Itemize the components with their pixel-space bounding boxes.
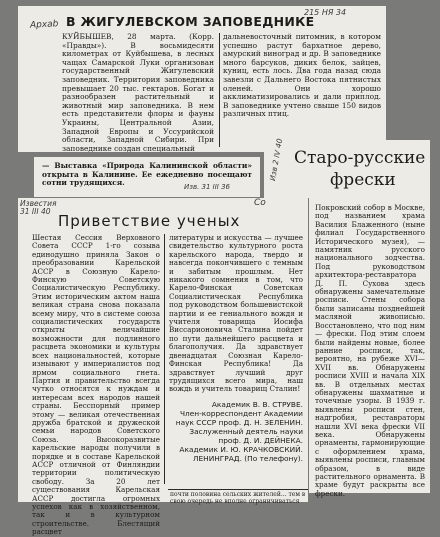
article-column-1: КУЙБЫШЕВ, 28 марта. (Корр. «Правды»). В восьмидесяти километрах от Куйбышева, в лесных чащах Самарской Луки организован государственный Жигулевский заповедник. Территория заповедника превышает 20 тыс. гектаров. Богат и разнообразен растительный и животный мир заповедника. В нем есть представители флоры и фауны Украины, Центральной Азии, Западной Европы и Уссурийской области, Западной Сибири. При заповеднике создан специальный (62, 32, 214, 153)
article-title: В ЖИГУЛЕВСКОМ ЗАПОВЕДНИКЕ (66, 14, 315, 29)
clipping-frescoes-title (264, 137, 430, 198)
cut-off-text: почти половина сельских жителей... тем в свою очередь не вполне ограничиваться (170, 491, 306, 505)
fresco-title-line-1: Старо-русские (294, 148, 426, 168)
handwritten-archive-note: Apxab (29, 19, 59, 31)
signature-line: Член-корреспондент Академии наук СССР проф. Д. Н. ЗЕЛЕНИН. (175, 408, 303, 427)
article-title: Приветствие ученых (58, 212, 241, 230)
handwritten-date-note: 215 НЯ 34 (304, 8, 347, 17)
signature-line: Академик В. В. СТРУВЕ. (211, 399, 303, 409)
fresco-title-line-2: фрески (330, 170, 396, 190)
handwritten-date-note: Изв. 31 III 36 (184, 183, 230, 191)
handwritten-date-note: Изв 2 IV 40 (268, 137, 285, 182)
signature-line: Академик И. Ю. КРАЧКОВСКИЙ. (179, 444, 303, 454)
handwritten-date-note: Известия 31 III 40 (20, 199, 57, 216)
clipping-exhibition (34, 157, 260, 197)
dateline: ЛЕНИНГРАД. (По телефону). (192, 453, 303, 463)
fresco-article-text: Покровский собор в Москве, под названием храма Василия Блаженного (ныне филиал Государственного Исторического музея), — памятник русского национального зодчества. Под руководством архитектора-реставратора Д. П. Сухова здесь обнаружены замечательные росписи. Стены собора были записаны позднейшей масляной живописью. Восстановлено, что под ним — фрески. Под этим слоем были найдены новые, более ранние росписи, так, вероятно, на рубеже XVI—XVII вв. Обнаружены росписи XVIII и начала XIX вв. В отдельных местах обнаружены шахматные и точечные узоры. В 1939 г. выявлены росписи стен, надгробия, реставраторы нашли XVI века фрески VII века. Обнаружены орнаменты, гармонирующие с оформлением храма, выявлены росписи, главным образом, в виде растительного орнамента. В храме будут раскрыты все фрески. (315, 203, 425, 498)
exhibition-text: — Выставка «Природа Калининской области» открыта в Калинине. Ее ежедневно посещают сотни трудящихся. (42, 161, 252, 188)
handwritten-mark: Со (254, 198, 266, 208)
clipping-frescoes-body (309, 198, 430, 498)
article-column-2: дальневосточный питомник, в котором успешно растут бархатное дерево, амурский виноград и др. В заповеднике много барсуков, диких белок, зайцев, куниц, есть лось. Два года назад сюда завезли с Дальнего Востока пятнистых оленей. Они хорошо акклиматизировались и дали приплод. В заповеднике учтено свыше 150 видов различных птиц. (223, 32, 381, 119)
signature-line: Заслуженный деятель науки проф. Д. И. ДЕЙНЕКА. (189, 426, 303, 445)
article-column-1: Шестая Сессия Верховного Совета СССР 1-го созыва единодушно приняла Закон о преобразовании Карельской АССР в Союзную Карело-Финскую Советскую Социалистическую Республику. Этим историческим актом наша великая страна снова показала всему миру, что в системе союза социалистических государств открыты величайшие возможности для подлинного расцвета экономики и культуры всех национальностей, которые изнывают у империалистов под ярмом социального гнета. Партия и правительство всегда чутко относятся к нуждам и интересам всех народов нашей страны. Бесспорный пример этому — великая отечественная дружба братской и дружеской семьи народов Советского Союза. Высокоразвитые карельские народы получили в порядке и в составе Карельской АССР отличной от Финляндии территории политическую свободу. За 20 лет существования Карельская АССР достигла огромных успехов как в хозяйственном, так и в культурном строительстве. Блестящий расцвет (32, 233, 160, 537)
article-column-2: литературы и искусства — лучшее свидетельство культурного роста карельского народа, твердо и навсегда покончившего с темным и забитым прошлым. Нет никакого сомнения в том, что Карело-Финская Советская Социалистическая Республика под руководством большевистской партии и ее гениального вождя и учителя товарища Иосифа Виссарионовича Сталина пойдет по пути дальнейшего расцвета и благополучия. Да здравствует двенадцатая Союзная Карело-Финская Республика! Да здравствует лучший друг трудящихся всего мира, наш вождь и учитель товарищ Сталин! (169, 233, 303, 394)
clipping-greeting (18, 198, 308, 537)
clipping-zhiguli (18, 6, 386, 152)
